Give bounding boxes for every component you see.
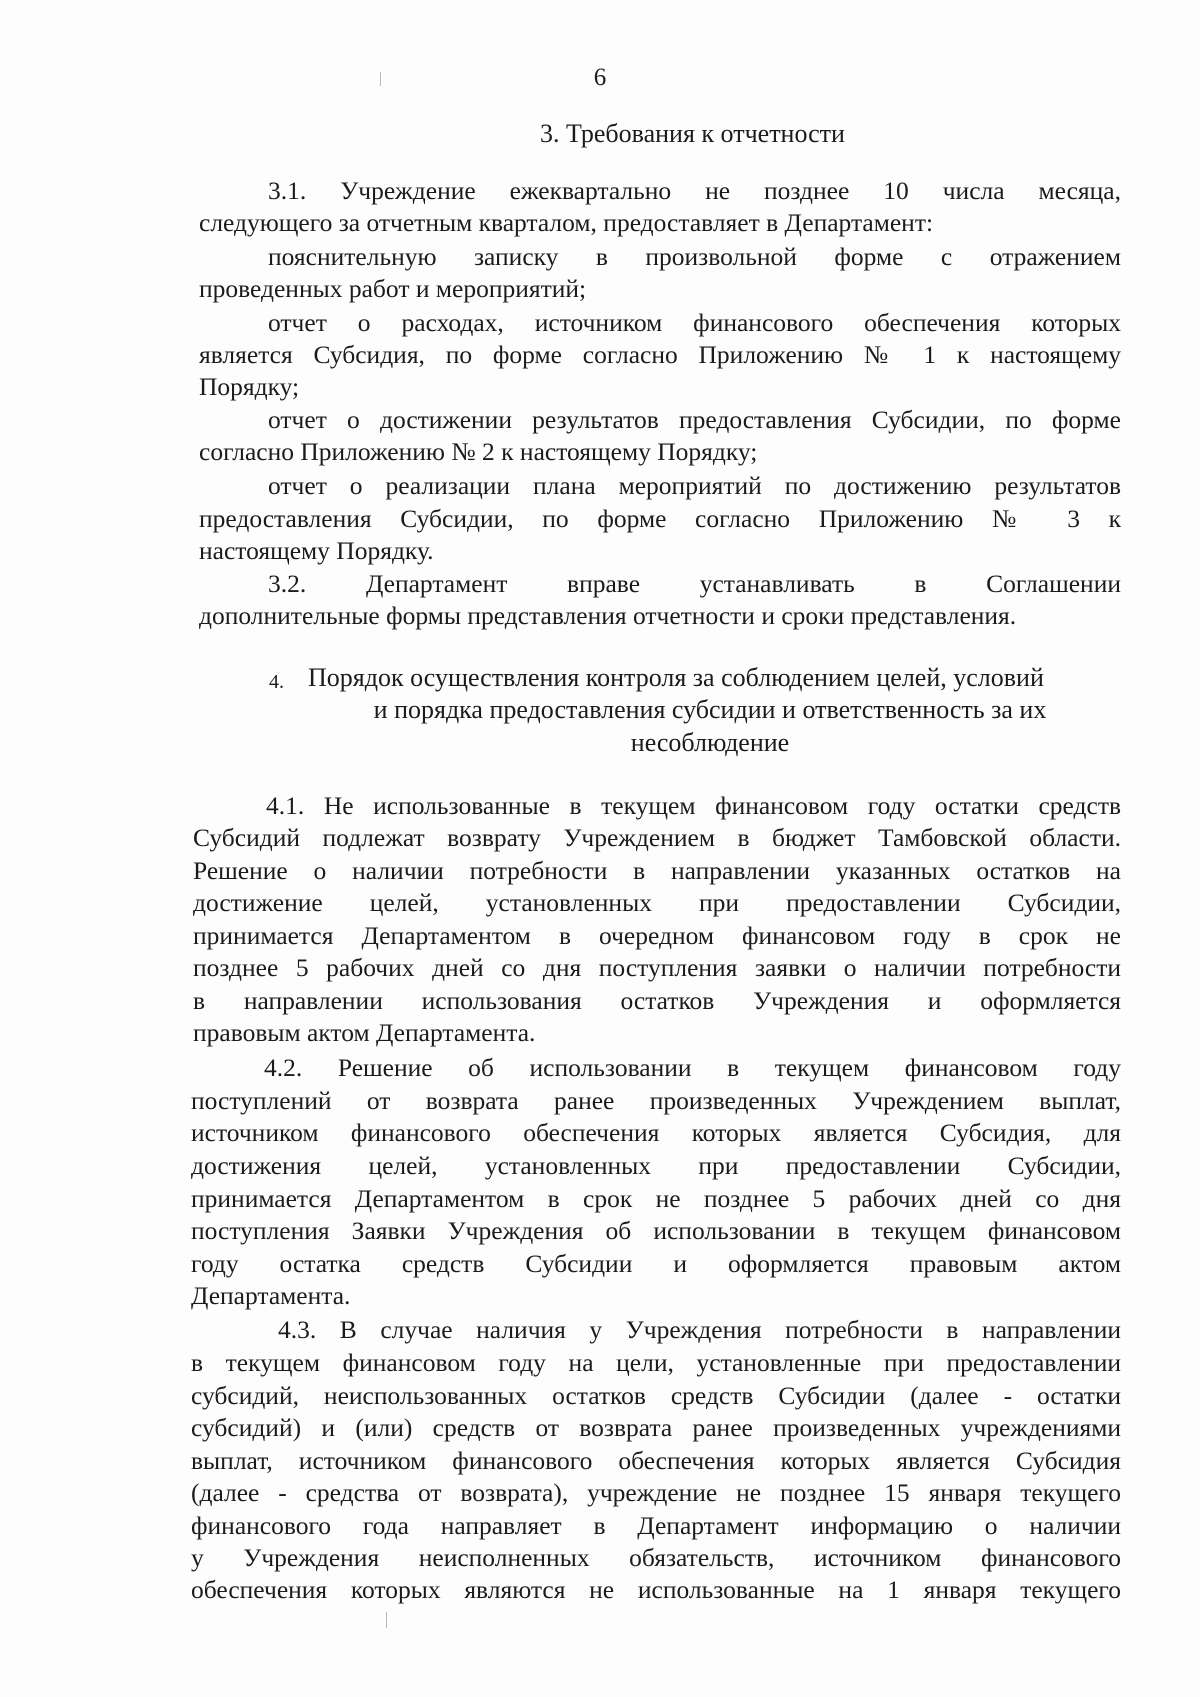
section-4-number: 4. <box>269 671 284 693</box>
paragraph-4-1-line: принимается Департаментом в очередном финансовом году в срок не <box>193 921 1121 950</box>
paragraph-4-2-line: году остатка средств Субсидии и оформляется правовым актом <box>191 1249 1121 1278</box>
report-item-line: согласно Приложению № 2 к настоящему Порядку; <box>199 437 758 466</box>
paragraph-4-2-line: 4.2. Решение об использовании в текущем финансовом году <box>264 1053 1121 1082</box>
paragraph-4-1-line: Решение о наличии потребности в направлении указанных остатков на <box>193 856 1121 885</box>
paragraph-4-3-line: выплат, источником финансового обеспечения которых является Субсидия <box>191 1446 1121 1475</box>
report-item-line: пояснительную записку в произвольной форме с отражением <box>268 242 1121 271</box>
paragraph-4-2-line: поступлений от возврата ранее произведенных Учреждением выплат, <box>191 1086 1121 1115</box>
section-3-heading: 3. Требования к отчетности <box>540 119 845 148</box>
report-item-line: является Субсидия, по форме согласно Приложению № 1 к настоящему <box>199 340 1121 369</box>
page-number: 6 <box>593 64 607 91</box>
paragraph-3-2-line: дополнительные формы представления отчетности и сроки представления. <box>199 601 1017 630</box>
paragraph-4-3-line: у Учреждения неисполненных обязательств, источником финансового <box>191 1543 1121 1572</box>
paragraph-4-3-line: (далее - средства от возврата), учреждение не позднее 15 января текущего <box>191 1478 1121 1507</box>
scan-mark-top <box>380 72 381 86</box>
paragraph-4-1-line: 4.1. Не использованные в текущем финансовом году остатки средств <box>266 791 1121 820</box>
paragraph-4-2-line: Департамента. <box>191 1281 351 1310</box>
report-item-line: предоставления Субсидии, по форме согласно Приложению № 3 к <box>199 504 1121 533</box>
paragraph-4-1-line: позднее 5 рабочих дней со дня поступления заявки о наличии потребности <box>193 953 1121 982</box>
paragraph-4-2-line: принимается Департаментом в срок не позднее 5 рабочих дней со дня <box>191 1184 1121 1213</box>
paragraph-4-3-line: в текущем финансовом году на цели, установленные при предоставлении <box>191 1348 1121 1377</box>
section-4-heading-line: Порядок осуществления контроля за соблюдением целей, условий <box>308 663 1044 692</box>
report-item-line: отчет о реализации плана мероприятий по достижению результатов <box>268 471 1121 500</box>
scan-mark-bottom <box>386 1612 387 1628</box>
paragraph-4-1-line: достижение целей, установленных при предоставлении Субсидии, <box>193 888 1121 917</box>
paragraph-4-3-line: субсидий, неиспользованных остатков средств Субсидии (далее - остатки <box>191 1381 1121 1410</box>
paragraph-4-3-line: субсидий) и (или) средств от возврата ранее произведенных учреждениями <box>191 1413 1121 1442</box>
paragraph-4-2-line: поступления Заявки Учреждения об использовании в текущем финансовом <box>191 1216 1121 1245</box>
paragraph-4-1-line: в направлении использования остатков Учреждения и оформляется <box>193 986 1121 1015</box>
report-item-line: Порядку; <box>199 372 300 401</box>
paragraph-4-1-line: правовым актом Департамента. <box>193 1018 536 1047</box>
paragraph-4-3-line: финансового года направляет в Департамент информацию о наличии <box>191 1511 1121 1540</box>
section-4-heading-line: и порядка предоставления субсидии и ответственность за их <box>373 695 1047 724</box>
paragraph-4-2-line: источником финансового обеспечения которых является Субсидия, для <box>191 1118 1121 1147</box>
paragraph-3-2-line: 3.2. Департамент вправе устанавливать в Соглашении <box>268 569 1121 598</box>
paragraph-3-1-line: следующего за отчетным кварталом, предоставляет в Департамент: <box>199 208 934 237</box>
section-4-heading-line: несоблюдение <box>630 728 790 757</box>
report-item-line: отчет о расходах, источником финансового обеспечения которых <box>268 308 1121 337</box>
paragraph-4-1-line: Субсидий подлежат возврату Учреждением в бюджет Тамбовской области. <box>193 823 1121 852</box>
paragraph-4-3-line: обеспечения которых являются не использованные на 1 января текущего <box>191 1575 1121 1604</box>
paragraph-3-1-line: 3.1. Учреждение ежеквартально не позднее 10 числа месяца, <box>268 176 1121 205</box>
report-item-line: отчет о достижении результатов предоставления Субсидии, по форме <box>268 405 1121 434</box>
paragraph-4-2-line: достижения целей, установленных при предоставлении Субсидии, <box>191 1151 1121 1180</box>
report-item-line: настоящему Порядку. <box>199 536 434 565</box>
paragraph-4-3-line: 4.3. В случае наличия у Учреждения потребности в направлении <box>278 1315 1121 1344</box>
report-item-line: проведенных работ и мероприятий; <box>199 274 587 303</box>
